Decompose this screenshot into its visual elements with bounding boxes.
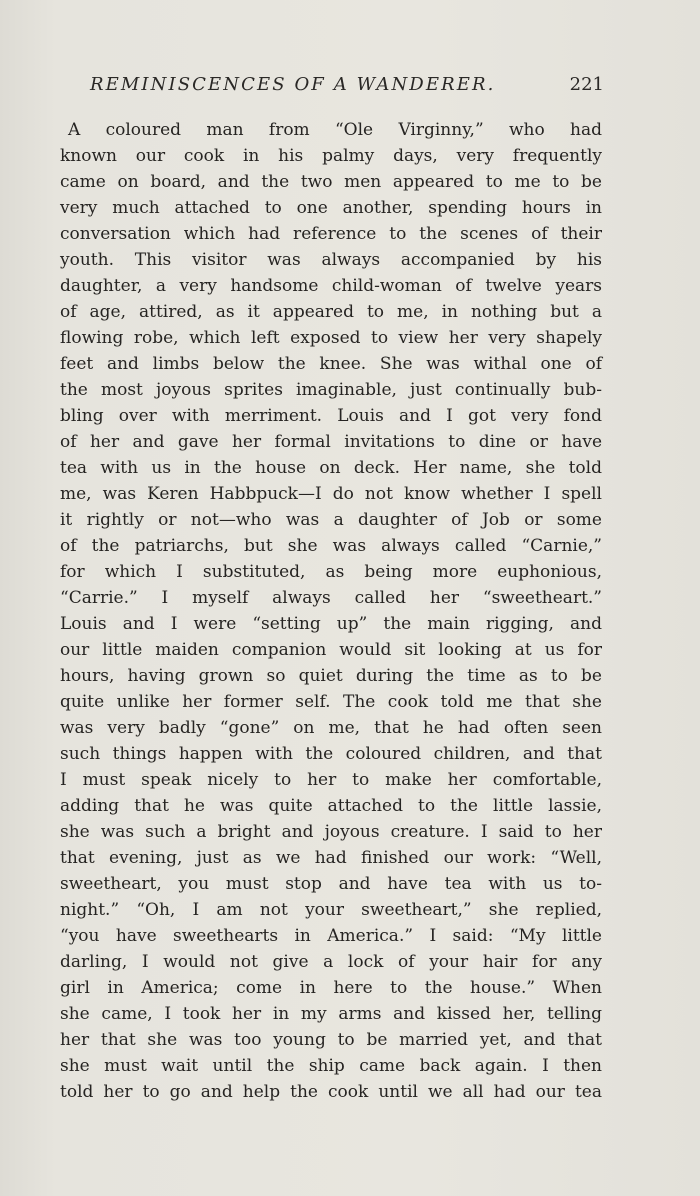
text-line: such things happen with the coloured children, and that — [60, 744, 602, 764]
text-line: known our cook in his palmy days, very frequently — [60, 146, 602, 166]
text-line: youth. This visitor was always accompanied by his — [60, 250, 602, 270]
text-line: I must speak nicely to her to make her comfortable, — [60, 770, 602, 790]
body-text — [60, 117, 602, 1105]
text-line: of age, attired, as it appeared to me, in nothing but a — [60, 302, 602, 322]
text-line: “you have sweethearts in America.” I said: “My little — [60, 926, 602, 946]
text-line: adding that he was quite attached to the little lassie, — [60, 796, 602, 816]
text-line: for which I substituted, as being more euphonious, — [60, 562, 602, 582]
running-head: REMINISCENCES OF A WANDERER. — [90, 74, 496, 95]
text-line: our little maiden companion would sit looking at us for — [60, 640, 602, 660]
text-line: was very badly “gone” on me, that he had often seen — [60, 718, 602, 738]
text-line: “Carrie.” I myself always called her “sweetheart.” — [60, 588, 602, 608]
text-line: sweetheart, you must stop and have tea with us to- — [60, 874, 602, 894]
text-line: of the patriarchs, but she was always called “Carnie,” — [60, 536, 602, 556]
text-line: night.” “Oh, I am not your sweetheart,” she replied, — [60, 900, 602, 920]
text-line: it rightly or not—who was a daughter of Job or some — [60, 510, 602, 530]
text-line: darling, I would not give a lock of your hair for any — [60, 952, 602, 972]
text-line: A coloured man from “Ole Virginny,” who had — [68, 120, 602, 140]
text-line: bling over with merriment. Louis and I got very fond — [60, 406, 602, 426]
text-line: her that she was too young to be married yet, and that — [60, 1030, 602, 1050]
text-line: she must wait until the ship came back again. I then — [60, 1056, 602, 1076]
text-line: told her to go and help the cook until we all had our tea — [60, 1082, 602, 1102]
text-line: feet and limbs below the knee. She was withal one of — [60, 354, 602, 374]
text-line: Louis and I were “setting up” the main rigging, and — [60, 614, 602, 634]
text-line: tea with us in the house on deck. Her name, she told — [60, 458, 602, 478]
page-number: 221 — [569, 74, 604, 95]
text-line: that evening, just as we had finished our work: “Well, — [60, 848, 602, 868]
text-line: girl in America; come in here to the house.” When — [60, 978, 602, 998]
text-line: hours, having grown so quiet during the time as to be — [60, 666, 602, 686]
page-header — [60, 74, 608, 100]
text-line: daughter, a very handsome child-woman of twelve years — [60, 276, 602, 296]
text-line: she came, I took her in my arms and kissed her, telling — [60, 1004, 602, 1024]
text-line: flowing robe, which left exposed to view her very shapely — [60, 328, 602, 348]
text-line: of her and gave her formal invitations to dine or have — [60, 432, 602, 452]
text-line: the most joyous sprites imaginable, just continually bub- — [60, 380, 602, 400]
text-line: very much attached to one another, spending hours in — [60, 198, 602, 218]
text-line: conversation which had reference to the scenes of their — [60, 224, 602, 244]
text-line: she was such a bright and joyous creature. I said to her — [60, 822, 602, 842]
text-line: came on board, and the two men appeared to me to be — [60, 172, 602, 192]
text-line: me, was Keren Habbpuck—I do not know whether I spell — [60, 484, 602, 504]
text-line: quite unlike her former self. The cook told me that she — [60, 692, 602, 712]
